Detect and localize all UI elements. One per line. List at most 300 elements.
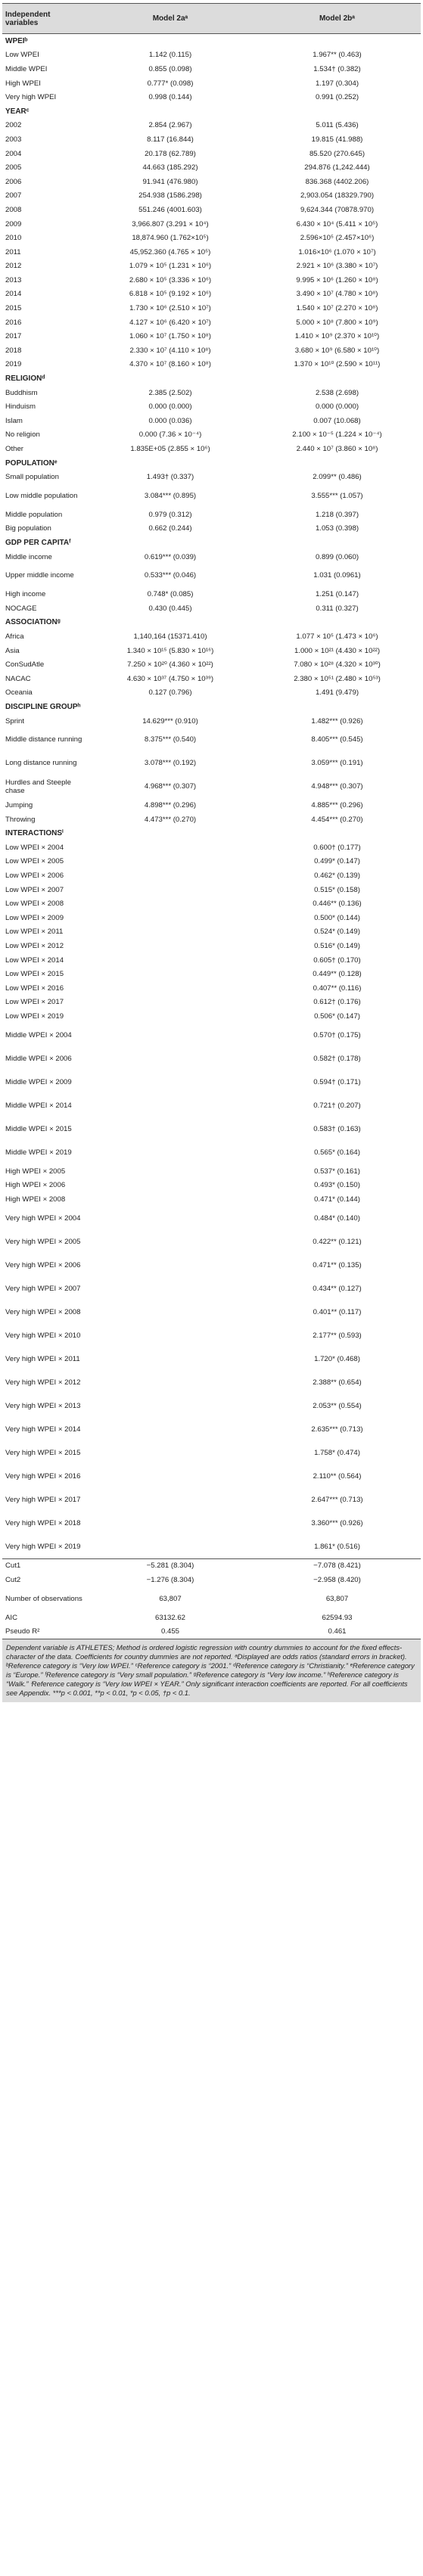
model-2b-value: 2.110** (0.564) [313, 1471, 362, 1481]
model-2a-value [87, 1070, 253, 1094]
variable-label: Africa [5, 632, 24, 641]
table-row [2, 981, 421, 996]
model-2b-value: 1.534† (0.382) [313, 64, 361, 73]
table-row [2, 273, 421, 287]
model-2b-value: 2.921 × 10⁶ (3.380 × 10⁷) [296, 262, 378, 271]
variable-label: Very high WPEI × 2013 [5, 1401, 81, 1410]
model-2a-value: 0.000 (7.36 × 10⁻⁴) [138, 430, 202, 440]
table-row [2, 1300, 421, 1324]
variable-label: Low WPEI × 2008 [5, 900, 64, 909]
table-row [2, 315, 421, 330]
table-row [2, 1277, 421, 1300]
model-2a-value [87, 1141, 253, 1164]
table-row [2, 76, 421, 91]
table-row [2, 813, 421, 827]
table-row [2, 175, 421, 189]
model-2a-value: 8.375*** (0.540) [144, 735, 197, 744]
variable-label: Low WPEI [5, 51, 39, 60]
table-row [2, 508, 421, 522]
model-2b-value: 8.405*** (0.545) [311, 735, 363, 744]
model-2b-value: 1.197 (0.304) [315, 79, 359, 88]
table-row [2, 1394, 421, 1418]
model-2b-value: 2.635*** (0.713) [311, 1425, 363, 1434]
model-2a-value [87, 1394, 253, 1418]
model-2b-value: 9.995 × 10⁶ (1.260 × 10⁸) [296, 275, 378, 284]
table-row [2, 386, 421, 400]
model-2b-value: 294.876 (1,242.444) [304, 163, 370, 172]
variable-label: Very high WPEI × 2007 [5, 1284, 81, 1293]
model-2a-value [87, 1347, 253, 1371]
model-2a-value: 2.680 × 10⁵ (3.336 × 10⁶) [129, 275, 212, 284]
model-2b-stat: −2.958 (8.420) [253, 1573, 421, 1587]
variable-label: High WPEI × 2008 [5, 1195, 66, 1204]
table-row [2, 245, 421, 259]
model-2b-value: 1.410 × 10⁹ (2.370 × 10¹⁰) [294, 332, 380, 341]
model-2a-value [87, 1300, 253, 1324]
table-row [2, 522, 421, 536]
table-row [2, 1230, 421, 1254]
model-2a-value [87, 911, 253, 925]
model-2a-value: 4.898*** (0.296) [144, 801, 197, 810]
model-2b-value: 4.948*** (0.307) [311, 782, 363, 791]
table-row [2, 1009, 421, 1024]
model-2a-value: 8.117 (16.844) [147, 135, 194, 144]
variable-label: Middle WPEI × 2009 [5, 1077, 72, 1086]
model-2a-value [87, 1117, 253, 1141]
table-row [2, 1141, 421, 1164]
stat-label: Pseudo R² [2, 1624, 87, 1639]
model-2b-value: 1.218 (0.397) [315, 510, 359, 519]
model-2a-value [87, 841, 253, 855]
variable-label: Hurdles and Steeple chase [5, 778, 71, 795]
variable-label: Upper middle income [5, 571, 74, 580]
model-2b-value: 836.368 (4402.206) [305, 177, 369, 186]
model-2b-value: 1.967** (0.463) [313, 51, 362, 60]
model-2a-value [87, 981, 253, 996]
section-header-row [2, 616, 421, 630]
model-2b-stat: 0.461 [253, 1624, 421, 1639]
table-row [2, 428, 421, 443]
table-row [2, 1254, 421, 1277]
variable-label: 2019 [5, 360, 22, 369]
model-2b-value: 0.462* (0.139) [314, 872, 360, 881]
table-row [2, 203, 421, 217]
model-2b-value: 0.401** (0.117) [313, 1307, 362, 1316]
table-row [2, 629, 421, 644]
model-2a-value [87, 1535, 253, 1559]
model-2a-value [87, 925, 253, 940]
model-2a-value: 551.246 (4001.603) [138, 205, 202, 214]
summary-stat-row [2, 1624, 421, 1639]
variable-label: 2017 [5, 332, 22, 341]
section-title: RELIGIONᵈ [5, 374, 45, 384]
summary-stat-row [2, 1558, 421, 1573]
table-row [2, 911, 421, 925]
variable-label: Very high WPEI × 2017 [5, 1495, 81, 1504]
model-2a-value [87, 1094, 253, 1117]
table-row [2, 939, 421, 953]
table-row [2, 1192, 421, 1207]
model-2b-value: 3.360*** (0.926) [311, 1518, 363, 1527]
model-2a-value [87, 939, 253, 953]
variable-label: High income [5, 590, 46, 599]
table-footnote [2, 1639, 421, 1702]
summary-stat-row [2, 1573, 421, 1587]
table-row [2, 287, 421, 302]
variable-label: Middle WPEI × 2019 [5, 1148, 72, 1157]
model-2a-value [87, 967, 253, 981]
model-2b-value: 0.446** (0.136) [313, 900, 362, 909]
model-2b-value: 1.251 (0.147) [315, 590, 359, 599]
model-2b-value: 1.482*** (0.926) [311, 716, 363, 726]
model-2a-value: 2.385 (2.502) [148, 388, 192, 397]
model-2b-value: 5.011 (5.436) [316, 121, 359, 130]
model-2b-value: 1.053 (0.398) [315, 524, 359, 533]
section-header-row [2, 456, 421, 471]
model-2a-value: 1.340 × 10¹⁵ (5.830 × 10¹⁶) [126, 646, 214, 655]
variable-label: Very high WPEI × 2016 [5, 1471, 81, 1481]
table-row [2, 728, 421, 751]
model-2b-value: 3.555*** (1.057) [311, 492, 363, 500]
variable-label: Low WPEI × 2015 [5, 970, 64, 979]
variable-label: Low WPEI × 2016 [5, 983, 64, 993]
table-row [2, 189, 421, 204]
model-2a-value [87, 953, 253, 968]
model-2b-value: 0.500* (0.144) [314, 913, 360, 922]
model-2a-value [87, 1178, 253, 1192]
table-row [2, 358, 421, 372]
section-header-row [2, 700, 421, 714]
variable-label: ConSudAtle [5, 660, 45, 670]
model-2a-value: 18,874.960 (1.762×10⁵) [132, 234, 209, 243]
model-2b-value: 0.991 (0.252) [315, 93, 359, 102]
model-2b-value: 19.815 (41.988) [311, 135, 363, 144]
section-title: POPULATIONᵉ [5, 458, 58, 468]
variable-label: 2014 [5, 290, 22, 299]
model-2b-value: 0.515* (0.158) [314, 885, 360, 894]
model-2b-value: 1.000 × 10²¹ (4.430 × 10²²) [294, 646, 381, 655]
table-row [2, 896, 421, 911]
header-row [2, 4, 421, 34]
model-2a-value: 45,952.360 (4.765 × 10⁵) [129, 247, 211, 256]
model-2b-value: 0.007 (10.068) [313, 416, 361, 425]
model-2a-value: 1.142 (0.115) [148, 51, 192, 60]
variable-label: Low WPEI × 2009 [5, 913, 64, 922]
table-row [2, 442, 421, 456]
model-2a-value [87, 1047, 253, 1070]
header-model-2b: Model 2bᵃ [253, 4, 421, 34]
variable-label: Low middle population [5, 492, 78, 500]
model-2a-value: 7.250 × 10²⁰ (4.360 × 10²²) [127, 660, 213, 670]
model-2a-value [87, 855, 253, 869]
summary-stat-row [2, 1587, 421, 1611]
variable-label: Low WPEI × 2007 [5, 885, 64, 894]
model-2a-value [87, 1024, 253, 1047]
model-2a-value: 6.818 × 10⁵ (9.192 × 10⁶) [129, 290, 212, 299]
model-2b-value: 0.493* (0.150) [314, 1181, 360, 1190]
model-2b-value: 2.099** (0.486) [313, 473, 362, 482]
variable-label: Low WPEI × 2005 [5, 857, 64, 866]
model-2b-value: 3.490 × 10⁷ (4.780 × 10⁸) [296, 290, 378, 299]
variable-label: 2006 [5, 177, 22, 186]
model-2a-value [87, 1207, 253, 1230]
table-row [2, 601, 421, 616]
model-2b-value: 0.471** (0.135) [313, 1260, 362, 1269]
variable-label: 2018 [5, 346, 22, 355]
section-header-row [2, 536, 421, 550]
model-2b-value: 0.516* (0.149) [314, 942, 360, 951]
model-2b-value: 1.031 (0.0961) [313, 571, 361, 580]
model-2b-value: 1.016×10⁶ (1.070 × 10⁷) [298, 247, 376, 256]
section-header-row [2, 34, 421, 48]
stat-label: Cut1 [2, 1558, 87, 1573]
model-2a-value [87, 1230, 253, 1254]
table-row [2, 470, 421, 484]
model-2b-value: 0.582† (0.178) [313, 1054, 361, 1063]
table-row [2, 329, 421, 343]
table-row [2, 1164, 421, 1179]
table-row [2, 1441, 421, 1465]
section-header-row [2, 827, 421, 841]
model-2a-value: 3.078*** (0.192) [144, 759, 197, 768]
table-row [2, 855, 421, 869]
model-2b-value: 3.680 × 10⁹ (6.580 × 10¹⁰) [294, 346, 380, 355]
model-2b-value: 3.059*** (0.191) [311, 759, 363, 768]
variable-label: Very high WPEI × 2019 [5, 1542, 81, 1551]
model-2b-value: 1.758* (0.474) [314, 1448, 360, 1457]
model-2a-value: 1.493† (0.337) [146, 473, 194, 482]
model-2a-value [87, 1192, 253, 1207]
model-2b-value: 1.861* (0.516) [314, 1542, 360, 1551]
model-2a-value [87, 1324, 253, 1347]
model-2b-value: 85.520 (270.645) [309, 149, 365, 158]
table-row [2, 231, 421, 245]
model-2b-value: 2.647*** (0.713) [311, 1495, 363, 1504]
model-2a-value: 2.330 × 10⁷ (4.110 × 10⁸) [129, 346, 211, 355]
model-2b-value: 0.583† (0.163) [313, 1124, 361, 1133]
model-2a-value [87, 896, 253, 911]
table-row [2, 869, 421, 883]
table-row [2, 301, 421, 315]
model-2b-value: 0.899 (0.060) [315, 552, 359, 561]
variable-label: Jumping [5, 801, 33, 810]
model-2a-value: 0.430 (0.445) [148, 604, 192, 613]
variable-label: Middle population [5, 510, 63, 519]
model-2a-value [87, 1418, 253, 1441]
model-2a-value: 3,966.807 (3.291 × 10⁴) [132, 219, 209, 228]
section-title: INTERACTIONSⁱ [5, 829, 64, 838]
model-2a-value: 254.938 (1586.298) [138, 191, 202, 200]
variable-label: 2002 [5, 121, 22, 130]
variable-label: Very high WPEI × 2010 [5, 1331, 81, 1340]
model-2b-value: 0.434** (0.127) [313, 1284, 362, 1293]
model-2a-stat: −1.276 (8.304) [87, 1573, 253, 1587]
variable-label: Middle WPEI [5, 64, 48, 73]
variable-label: 2011 [5, 247, 21, 256]
header-model-2a: Model 2aᵃ [87, 4, 253, 34]
variable-label: High WPEI [5, 79, 41, 88]
model-2b-value: 0.000 (0.000) [315, 402, 359, 412]
model-2a-value: 91.941 (476.980) [142, 177, 198, 186]
table-row [2, 996, 421, 1010]
model-2a-value [87, 869, 253, 883]
model-2a-value: 0.979 (0.312) [148, 510, 192, 519]
model-2b-value: 5.000 × 10⁸ (7.800 × 10⁹) [296, 318, 378, 327]
variable-label: Low WPEI × 2012 [5, 942, 64, 951]
model-2b-value: 0.570† (0.175) [313, 1030, 361, 1039]
table-row [2, 1178, 421, 1192]
model-2a-value [87, 883, 253, 897]
table-row [2, 48, 421, 63]
table-row [2, 1094, 421, 1117]
model-2b-value: 2.100 × 10⁻⁵ (1.224 × 10⁻⁴) [292, 430, 382, 440]
variable-label: Big population [5, 524, 51, 533]
model-2a-value: 2.854 (2.967) [148, 121, 192, 130]
model-2a-stat: 0.455 [87, 1624, 253, 1639]
model-2b-value: 0.537* (0.161) [314, 1167, 360, 1176]
variable-label: Very high WPEI × 2018 [5, 1518, 81, 1527]
model-2a-value [87, 1254, 253, 1277]
model-2b-value: 0.484* (0.140) [314, 1213, 360, 1223]
model-2b-value: 0.471* (0.144) [314, 1195, 360, 1204]
model-2a-value: 4.370 × 10⁷ (8.160 × 10⁸) [129, 360, 211, 369]
table-row [2, 1371, 421, 1394]
variable-label: 2008 [5, 205, 22, 214]
table-row [2, 1207, 421, 1230]
model-2b-value: 0.565* (0.164) [314, 1148, 360, 1157]
model-2b-value: 7.080 × 10²⁸ (4.320 × 10³⁰) [294, 660, 381, 670]
table-header [2, 4, 421, 34]
table-row [2, 657, 421, 672]
model-2b-value: 4.885*** (0.296) [311, 801, 363, 810]
variable-label: Small population [5, 473, 59, 482]
table-row [2, 798, 421, 813]
model-2a-value [87, 1009, 253, 1024]
variable-label: Asia [5, 646, 20, 655]
model-2b-value: 1.540 × 10⁷ (2.270 × 10⁸) [296, 304, 378, 313]
variable-label: Middle distance running [5, 735, 82, 744]
table-row [2, 484, 421, 508]
model-2b-value: 1.720* (0.468) [314, 1354, 360, 1363]
table-row [2, 259, 421, 274]
table-row [2, 686, 421, 701]
model-2a-value: 4.968*** (0.307) [144, 782, 197, 791]
table-row [2, 883, 421, 897]
variable-label: Low WPEI × 2017 [5, 998, 64, 1007]
section-title: YEARᶜ [5, 107, 30, 116]
model-2a-value [87, 1488, 253, 1512]
table-row [2, 751, 421, 775]
model-2a-value: 0.855 (0.098) [148, 64, 192, 73]
model-2a-value: 4.630 × 10³⁷ (4.750 × 10³⁹) [126, 674, 214, 683]
model-2b-value: 0.506* (0.147) [314, 1012, 360, 1021]
table-body [2, 34, 421, 1639]
variable-label: Throwing [5, 815, 36, 824]
variable-label: Very high WPEI × 2004 [5, 1213, 81, 1223]
table-row [2, 62, 421, 76]
model-2b-value: 2,903.054 (18329.790) [300, 191, 375, 200]
table-row [2, 1070, 421, 1094]
variable-label: 2015 [5, 304, 22, 313]
section-title: WPEIᵇ [5, 36, 28, 45]
section-title: DISCIPLINE GROUPʰ [5, 702, 81, 711]
table-row [2, 714, 421, 729]
model-2a-value [87, 1371, 253, 1394]
table-row [2, 147, 421, 161]
model-2a-value: 1.730 × 10⁶ (2.510 × 10⁷) [129, 304, 211, 313]
model-2a-value: 0.000 (0.000) [148, 402, 192, 412]
footnote-text: Dependent variable is ATHLETES; Method is ordered logistic regression with country dummies to account for the fixed effects-character of the data. Coefficients for country dummies are not reported. ᵃDisplayed are odds ratios (standard errors in bracket). ᵇReference category is “Very low WPEI.” ᶜReference category is “2001.” ᵈReference category is “Christianity.” ᵉReference category is “Europe.” ᶠReference category is “Very small population.” ᵍReference category is “Very low income.” ʰReference category is “Walk.” ⁱReference category is “Very low WPEI × YEAR.” Only significant interaction coefficients are reported. For all coefficients see Appendix. ***p < 0.001, **p < 0.01, *p < 0.05, †p < 0.1. [6, 1642, 415, 1697]
model-2b-value: 2.538 (2.698) [315, 388, 359, 397]
table-row [2, 1535, 421, 1559]
model-2b-stat: 63,807 [253, 1587, 421, 1611]
variable-label: Very high WPEI × 2015 [5, 1448, 81, 1457]
model-2a-value: 44.663 (185.292) [142, 163, 198, 172]
variable-label: No religion [5, 430, 40, 440]
variable-label: 2005 [5, 163, 22, 172]
model-2a-value [87, 1512, 253, 1535]
model-2a-value [87, 1277, 253, 1300]
variable-label: Long distance running [5, 759, 77, 768]
table-row [2, 1047, 421, 1070]
model-2a-value [87, 1164, 253, 1179]
table-row [2, 343, 421, 358]
variable-label: Low WPEI × 2004 [5, 843, 64, 852]
model-2b-value: 9,624.344 (70878.970) [300, 205, 375, 214]
model-2b-value: 1.370 × 10¹⁰ (2.590 × 10¹¹) [294, 360, 381, 369]
variable-label: Buddhism [5, 388, 38, 397]
model-2a-value: 0.127 (0.796) [148, 688, 192, 698]
table-row [2, 953, 421, 968]
model-2a-value [87, 1441, 253, 1465]
variable-label: Hinduism [5, 402, 36, 412]
table-row [2, 1465, 421, 1488]
model-2b-value: 0.524* (0.149) [314, 928, 360, 937]
model-2a-value [87, 996, 253, 1010]
model-2b-value: 0.311 (0.327) [316, 604, 359, 613]
model-2b-value: 0.594† (0.171) [313, 1077, 361, 1086]
model-2b-value: 0.407** (0.116) [313, 983, 362, 993]
variable-label: Very high WPEI [5, 93, 57, 102]
model-2b-value: 2.380 × 10⁵¹ (2.480 × 10⁵³) [294, 674, 381, 683]
model-2a-value: 0.619*** (0.039) [144, 552, 197, 561]
model-2a-stat: −5.281 (8.304) [87, 1558, 253, 1573]
variable-label: High WPEI × 2006 [5, 1181, 66, 1190]
model-2b-value: 0.612† (0.176) [313, 998, 361, 1007]
model-2a-value: 4.127 × 10⁶ (6.420 × 10⁷) [129, 318, 211, 327]
section-header-row [2, 371, 421, 386]
summary-stat-row [2, 1611, 421, 1625]
variable-label: Middle WPEI × 2014 [5, 1101, 72, 1110]
model-2b-value: 2.596×10⁵ (2.457×10⁶) [300, 234, 375, 243]
model-2a-value [87, 1465, 253, 1488]
model-2a-value: 1,140,164 (15371.410) [133, 632, 207, 641]
table-row [2, 1324, 421, 1347]
variable-label: NACAC [5, 674, 31, 683]
table-row [2, 119, 421, 133]
variable-label: Low WPEI × 2014 [5, 956, 64, 965]
table-row [2, 414, 421, 428]
model-2a-stat: 63132.62 [87, 1611, 253, 1625]
table-row [2, 564, 421, 587]
variable-label: Islam [5, 416, 23, 425]
model-2a-value: 0.000 (0.036) [148, 416, 192, 425]
model-2a-value: 0.533*** (0.046) [144, 571, 197, 580]
table-row [2, 967, 421, 981]
model-2a-value: 3.084*** (0.895) [144, 492, 197, 500]
model-2a-value: 0.662 (0.244) [148, 524, 192, 533]
table-row [2, 1117, 421, 1141]
